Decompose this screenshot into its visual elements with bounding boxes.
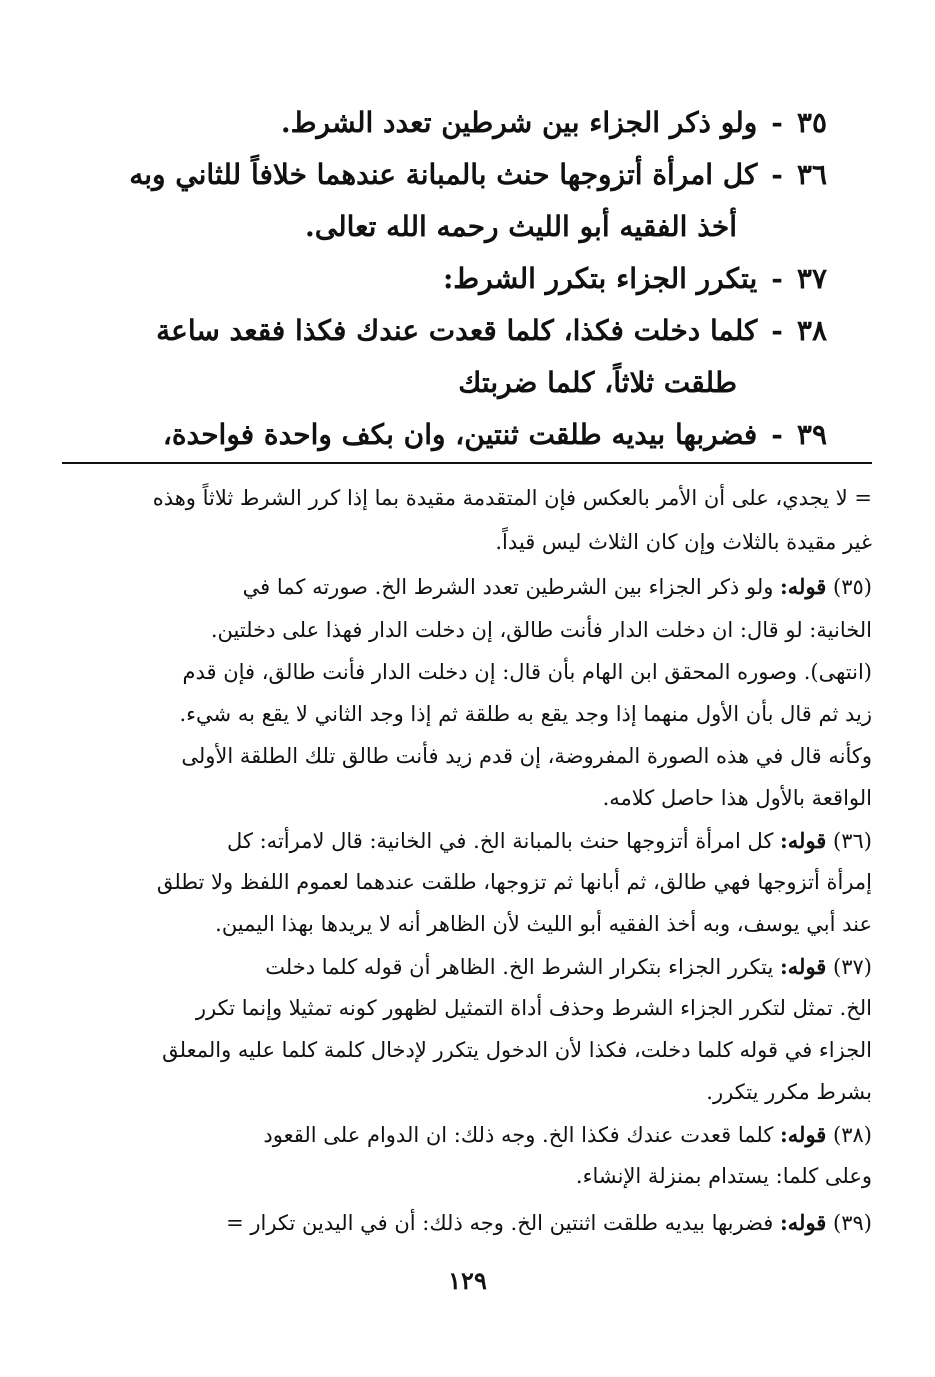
- footnote-line: [180, 704, 873, 725]
- item-dash: -: [771, 314, 783, 347]
- item-number: ٣٦: [796, 158, 827, 191]
- footnote-number: (٣٦): [833, 829, 872, 853]
- footnote-text: عند أبي يوسف، وبه أخذ الفقيه أبو الليث لأن الظاهر أنه لا يريدها بهذا اليمين.: [215, 912, 872, 936]
- footnote-35: [243, 576, 872, 598]
- footnote-text: (انتهى). وصوره المحقق ابن الهام بأن قال: إن دخلت الدار فأنت طالق، فإن قدم: [182, 660, 872, 684]
- item-dash: -: [771, 262, 783, 295]
- footnote-line: [576, 1166, 872, 1187]
- footnote-line: [196, 998, 872, 1019]
- footnote-text: الخانية: لو قال: ان دخلت الدار فأنت طالق، إن دخلت الدار فهذا على دخلتين.: [210, 618, 872, 642]
- footnote-text: كلما قعدت عندك فكذا الخ. وجه ذلك: ان الدوام على القعود: [263, 1123, 774, 1147]
- item-text: أخذ الفقيه أبو الليث رحمه الله تعالى.: [304, 210, 737, 243]
- footnote-text: الخ. تمثل لتكرر الجزاء الشرط وحذف أداة التمثيل لظهور كونه تمثيلا وإنما تكرر: [195, 996, 872, 1020]
- footnote-text: فضربها بيديه طلقت اثنتين الخ. وجه ذلك: أن في اليدين تكرار =: [226, 1211, 774, 1235]
- footnote-text: الواقعة بالأول هذا حاصل كلامه.: [602, 786, 872, 810]
- main-item-38: [156, 314, 827, 347]
- footnote-line: [706, 1082, 872, 1103]
- item-number: ٣٧: [796, 262, 827, 295]
- main-item-37: [443, 262, 827, 295]
- footnote-text: بشرط مكرر يتكرر.: [706, 1080, 872, 1104]
- footnote-number: (٣٨): [833, 1123, 872, 1147]
- footnote-heading: قوله:: [780, 574, 827, 599]
- main-item-36-continued: [305, 210, 737, 243]
- footnote-number: (٣٧): [833, 955, 872, 979]
- footnote-text: = لا يجدي، على أن الأمر بالعكس فإن المتقدمة مقيدة بما إذا كرر الشرط ثلاثاً وهذه: [152, 486, 872, 510]
- footnote-text: يتكرر الجزاء بتكرار الشرط الخ. الظاهر أن قوله كلما دخلت: [265, 955, 774, 979]
- item-text: كل امرأة أتزوجها حنث بالمبانة عندهما خلافاً للثاني وبه: [129, 158, 758, 191]
- footnote-37: [265, 956, 872, 978]
- footnote-number: (٣٩): [833, 1211, 872, 1235]
- footnote-heading: قوله:: [780, 1122, 827, 1147]
- footnote-line: [495, 532, 872, 553]
- footnote-38: [263, 1124, 872, 1146]
- footnote-text: وعلى كلما: يستدام بمنزلة الإنشاء.: [575, 1164, 872, 1188]
- item-text: ولو ذكر الجزاء بين شرطين تعدد الشرط.: [280, 106, 758, 139]
- item-dash: -: [771, 418, 783, 451]
- item-number: ٣٨: [796, 314, 827, 347]
- footnote-heading: قوله:: [780, 954, 827, 979]
- footnote-line: [157, 872, 872, 893]
- footnote-39: [226, 1212, 872, 1234]
- item-text: طلقت ثلاثاً، كلما ضربتك: [458, 366, 737, 399]
- footnote-text: زيد ثم قال بأن الأول منهما إذا وجد يقع به طلقة ثم إذا وجد الثاني لا يقع به شيء.: [179, 702, 872, 726]
- footnote-text: الجزاء في قوله كلما دخلت، فكذا لأن الدخول يتكرر لإدخال كلمة كلما عليه والمعلق: [162, 1038, 872, 1062]
- item-text: كلما دخلت فكذا، كلما قعدت عندك فكذا فقعد ساعة: [156, 314, 758, 347]
- footnote-line: [182, 662, 872, 683]
- footnote-line: [181, 746, 872, 767]
- footnote-36: [227, 830, 872, 852]
- main-item-35: [281, 106, 827, 139]
- footnote-divider: [62, 462, 872, 464]
- item-number: ٣٩: [796, 418, 827, 451]
- footnote-heading: قوله:: [780, 828, 827, 853]
- page-number: ١٢٩: [448, 1266, 487, 1295]
- item-dash: -: [771, 158, 783, 191]
- item-dash: -: [771, 106, 783, 139]
- footnote-heading: قوله:: [780, 1210, 827, 1235]
- footnote-line: [153, 488, 872, 509]
- footnote-text: غير مقيدة بالثلاث وإن كان الثلاث ليس قيداً.: [495, 530, 872, 554]
- footnote-text: إمرأة أتزوجها فهي طالق، ثم أبانها ثم تزوجها، طلقت عندهما لعموم اللفظ ولا تطلق: [156, 870, 872, 894]
- footnote-line: [211, 620, 872, 641]
- footnote-line: [603, 788, 872, 809]
- item-text: فضربها بيديه طلقت ثنتين، وان بكف واحدة فواحدة،: [162, 418, 758, 451]
- main-item-36: [129, 158, 827, 191]
- footnote-text: كل امرأة أتزوجها حنث بالمبانة الخ. في الخانية: قال لامرأته: كل: [227, 829, 774, 853]
- footnote-number: (٣٥): [833, 575, 872, 599]
- footnote-text: ولو ذكر الجزاء بين الشرطين تعدد الشرط الخ. صورته كما في: [242, 575, 774, 599]
- footnote-line: [162, 1040, 872, 1061]
- footnote-text: وكأنه قال في هذه الصورة المفروضة، إن قدم زيد فأنت طالق تلك الطلقة الأولى: [181, 744, 872, 768]
- item-text: يتكرر الجزاء بتكرر الشرط:: [442, 262, 758, 295]
- footnote-line: [215, 914, 872, 935]
- item-number: ٣٥: [796, 106, 827, 139]
- main-item-38-continued: [458, 366, 737, 399]
- main-item-39: [163, 418, 827, 451]
